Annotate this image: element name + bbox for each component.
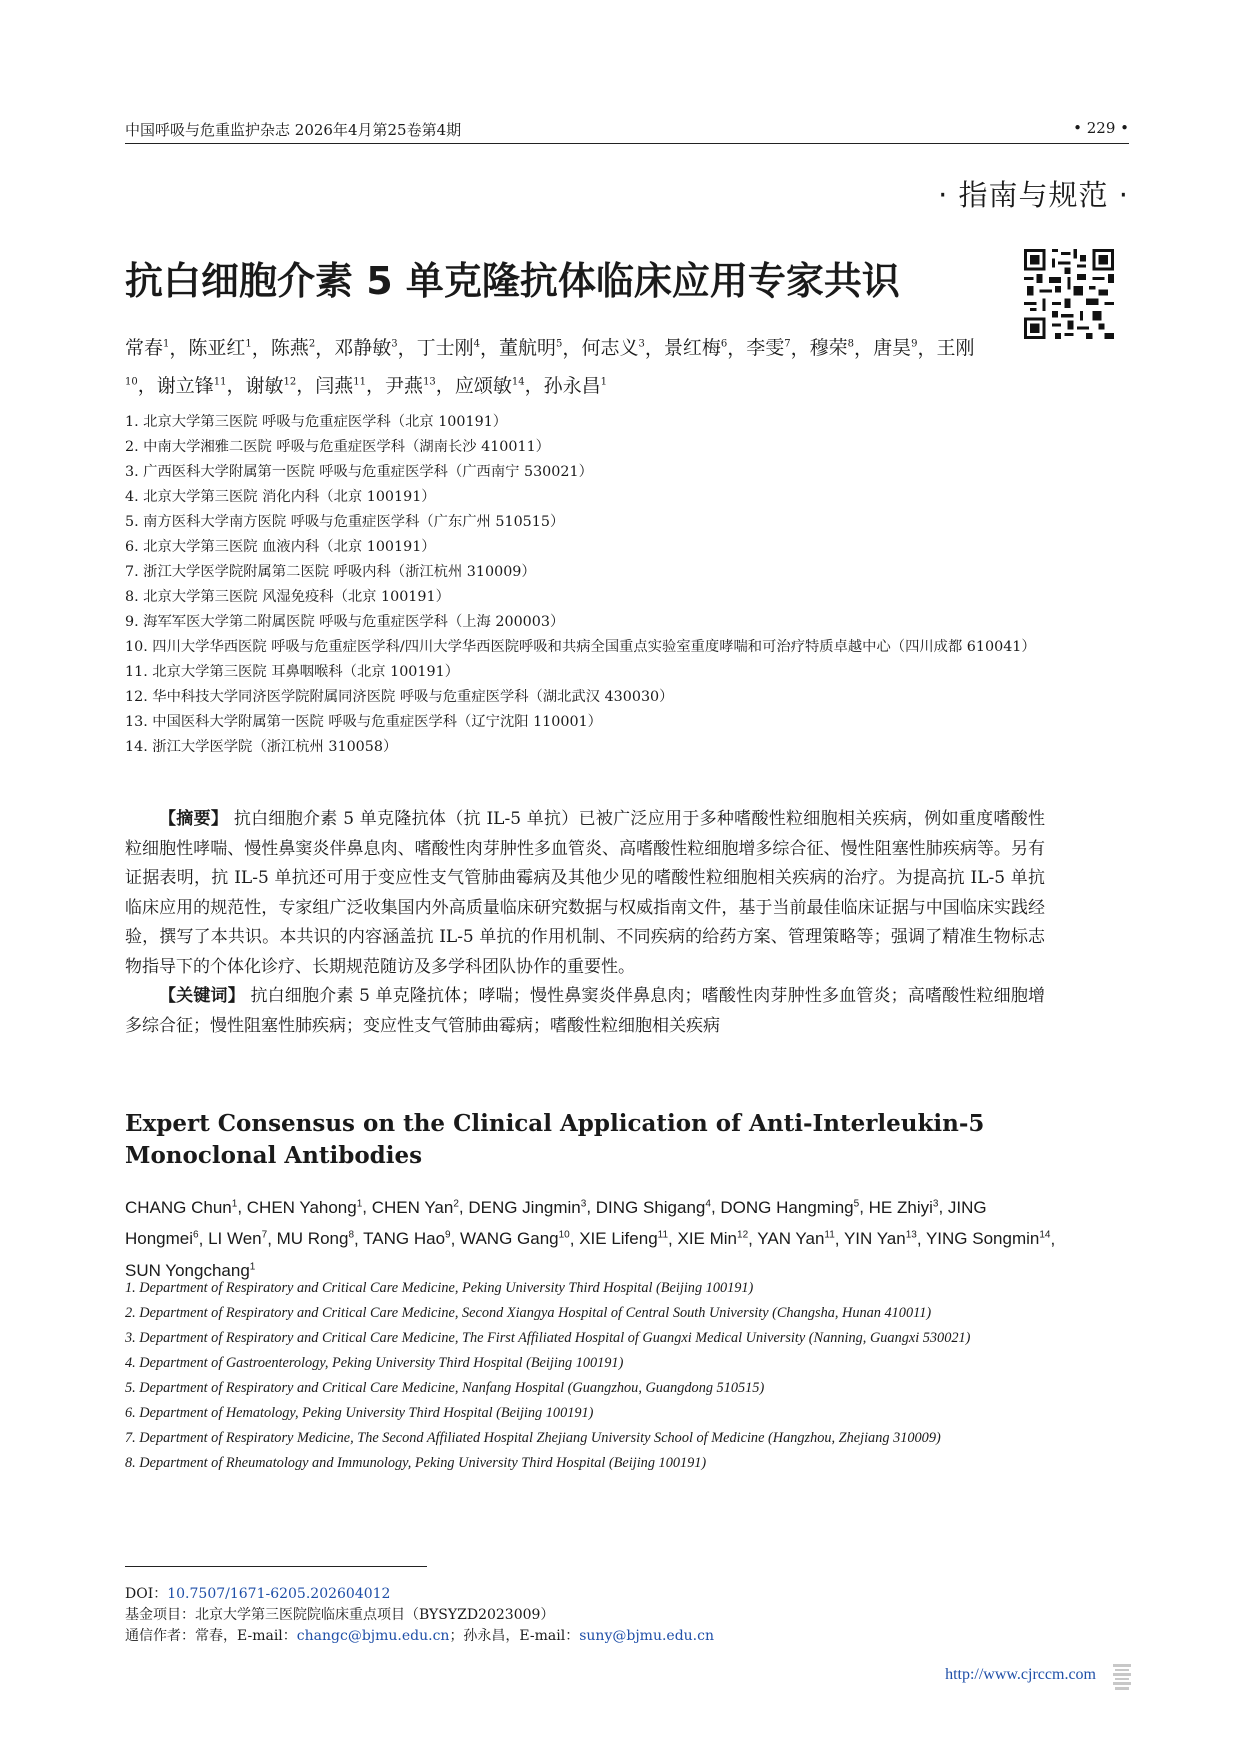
title-english: Expert Consensus on the Clinical Application of Anti-Interleukin-5 Monoclonal Antibodies (125, 1110, 985, 1169)
author-affiliation-number: 1 (600, 376, 607, 388)
author (385, 375, 436, 397)
qr-code-icon (1024, 249, 1114, 339)
author-name: DONG Hangming (720, 1197, 854, 1217)
author-affiliation-number: 4 (705, 1198, 711, 1209)
abstract-paragraph (125, 805, 1045, 982)
affiliation-item: 5. 南方医科大学南方医院 呼吸与危重症医学科（广东广州 510515） (125, 514, 565, 530)
author-affiliation-number: 1 (249, 1261, 256, 1273)
author-affiliation-number: 3 (391, 339, 398, 350)
author-affiliation-number: 11 (824, 1229, 835, 1241)
corresponding-line (125, 1626, 714, 1647)
author-name: 孙永昌 (543, 374, 601, 397)
author-name: CHEN Yan (371, 1197, 454, 1217)
doi-line (125, 1584, 714, 1605)
author (810, 337, 854, 359)
author-name: WANG Gang (460, 1229, 559, 1249)
affiliation-item: 12. 华中科技大学同济医学院附属同济医院 呼吸与危重症医学科（湖北武汉 430030） (125, 689, 674, 705)
author-affiliation-number: 9 (445, 1229, 451, 1241)
author-name: 谢立锋 (156, 374, 214, 397)
affiliation-item: 2. Department of Respiratory and Critical Care Medicine, Second Xiangya Hospital of Central South University (Changsha, Hunan 410011) (125, 1305, 932, 1321)
author (746, 337, 790, 359)
author-name: HE Zhiyi (868, 1197, 933, 1217)
author-name: JING Hongmei (125, 1197, 987, 1249)
author-affiliation-number: 11 (657, 1229, 669, 1241)
keywords-label: 【关键词】 (159, 986, 245, 1006)
author (544, 375, 607, 397)
doi-label: DOI： (125, 1586, 168, 1602)
author-affiliation-number: 2 (308, 339, 316, 350)
abstract-block (125, 805, 1045, 1041)
footnote-rule (125, 1566, 427, 1567)
author-affiliation-number: 10 (558, 1229, 570, 1241)
affiliation-item: 1. Department of Respiratory and Critical Care Medicine, Peking University Third Hospital (Beijing 100191) (125, 1280, 754, 1296)
author-name: DING Shigang (595, 1197, 706, 1217)
author-affiliation-number: 4 (473, 339, 481, 350)
author (315, 375, 366, 397)
author (417, 337, 480, 359)
author-name: 景红梅 (663, 337, 721, 360)
author (869, 1198, 939, 1217)
corr-mid: ；孙永昌，E-mail： (449, 1628, 580, 1644)
author-affiliation-number: 11 (213, 376, 227, 388)
author-affiliation-number: 9 (911, 339, 918, 350)
author-name: 何志义 (581, 337, 639, 360)
affiliation-item: 4. Department of Gastroenterology, Peking University Third Hospital (Beijing 100191) (125, 1355, 624, 1371)
footnotes (125, 1584, 714, 1647)
section-label: · 指南与规范 · (938, 178, 1129, 212)
journal-header: 中国呼吸与危重监护杂志 2026年4月第25卷第4期 (125, 121, 462, 139)
author-name: 陈亚红 (188, 337, 246, 360)
author-name: 邓静敏 (334, 337, 392, 360)
author-name: 董航明 (499, 337, 557, 360)
author-affiliation-number: 1 (163, 339, 170, 350)
authors-chinese: 常春$^1$，陈亚红$^1$，陈燕$^2$，邓静敏$^3$，丁士刚$^4$，董航明$^5$，何志义$^3$，景红梅$^6$，李雯$^7$，穆荣$^8$，唐昊$^9$，王刚$^{10}$，谢立锋$^{11}$，谢敏$^{12}$，闫燕$^{11}$，尹燕$^{13}$，应颂敏$^{14}$，孙永昌$^1$ (125, 337, 975, 397)
author (499, 337, 562, 359)
affiliation-item: 11. 北京大学第三医院 耳鼻咽喉科（北京 100191） (125, 664, 459, 680)
author (125, 1198, 237, 1217)
author (157, 375, 227, 397)
author-name: 王刚 (936, 337, 975, 360)
author-affiliation-number: 13 (905, 1229, 917, 1241)
author (579, 1229, 668, 1248)
author (757, 1229, 835, 1248)
affiliation-item: 3. 广西医科大学附属第一医院 呼吸与危重症医学科（广西南宁 530021） (125, 464, 593, 480)
affiliation-item: 6. 北京大学第三医院 血液内科（北京 100191） (125, 539, 436, 555)
author-affiliation-number: 10 (125, 376, 138, 388)
author-name: 应颂敏 (454, 374, 512, 397)
author (188, 337, 251, 359)
author-affiliation-number: 12 (283, 376, 297, 388)
author-affiliation-number: 13 (423, 376, 436, 388)
author (247, 1198, 363, 1217)
author-name: YAN Yan (757, 1229, 825, 1249)
author (664, 337, 727, 359)
journal-url-link[interactable]: http://www.cjrccm.com (945, 1666, 1096, 1683)
author-name: 尹燕 (385, 374, 424, 397)
author (873, 337, 917, 359)
author-name: TANG Hao (363, 1229, 446, 1249)
author (455, 375, 525, 397)
author-name: SUN Yongchang (125, 1260, 250, 1280)
author-name: CHEN Yahong (246, 1197, 357, 1217)
affiliation-item: 9. 海军军医大学第二附属医院 呼吸与危重症医学科（上海 200003） (125, 614, 565, 630)
authors-english: CHANG Chun$^1$, CHEN Yahong$^1$, CHEN Yan$^2$, DENG Jingmin$^3$, DING Shigang$^4$, DONG Hangming$^5$, HE Zhiyi$^3$, JING Hongmei$^6$, LI Wen$^7$, MU Rong$^8$, TANG Hao$^9$, WANG Gang$^{10}$, XIE Lifeng$^{11}$, XIE Min$^{12}$, YAN Yan$^{11}$, YIN Yan$^{13}$, YING Songmin$^{14}$, SUN Yongchang$^1$ (125, 1197, 1056, 1280)
affiliation-item: 13. 中国医科大学附属第一医院 呼吸与危重症医学科（辽宁沈阳 110001） (125, 714, 602, 730)
author-affiliation-number: 8 (847, 339, 855, 350)
author-affiliation-number: 2 (453, 1198, 459, 1209)
author (246, 375, 297, 397)
author-affiliation-number: 5 (556, 339, 563, 350)
email-link-2[interactable]: suny@bjmu.edu.cn (579, 1628, 714, 1644)
author-affiliation-number: 3 (638, 339, 645, 350)
author-affiliation-number: 1 (231, 1198, 238, 1209)
author-name: 李雯 (746, 337, 785, 360)
affiliation-item: 7. Department of Respiratory Medicine, The Second Affiliated Hospital Zhejiang University School of Medicine (Hangzhou, Zhejiang 310009) (125, 1430, 941, 1446)
author-affiliation-number: 14 (511, 376, 525, 388)
abstract-label: 【摘要】 (159, 809, 229, 829)
author-name: LI Wen (208, 1229, 262, 1249)
page-number: • 229 • (1073, 119, 1129, 137)
author-name: DENG Jingmin (468, 1197, 581, 1217)
header-rule (125, 143, 1129, 144)
author (596, 1198, 711, 1217)
author-affiliation-number: 12 (737, 1229, 749, 1241)
affiliation-item: 7. 浙江大学医学院附属第二医院 呼吸内科（浙江杭州 310009） (125, 564, 536, 580)
author-name: YIN Yan (843, 1229, 906, 1249)
author-name: 唐昊 (873, 337, 912, 360)
author (468, 1198, 586, 1217)
affiliation-item: 8. 北京大学第三医院 风湿免疫科（北京 100191） (125, 589, 450, 605)
author (271, 337, 315, 359)
author-name: MU Rong (276, 1229, 349, 1249)
author (334, 337, 397, 359)
keywords-text: 抗白细胞介素 5 单克隆抗体；哮喘；慢性鼻窦炎伴鼻息肉；嗜酸性肉芽肿性多血管炎；高嗜酸性粒细胞增多综合征；慢性阻塞性肺疾病；变应性支气管肺曲霉病；嗜酸性粒细胞相关疾病 (125, 986, 1046, 1036)
title-chinese: 抗白细胞介素 5 单克隆抗体临床应用专家共识 (125, 259, 900, 303)
author-affiliation-number: 7 (784, 339, 791, 350)
affiliation-item: 8. Department of Rheumatology and Immunology, Peking University Third Hospital (Beijing 100191) (125, 1455, 707, 1471)
abstract-text: 抗白细胞介素 5 单克隆抗体（抗 IL-5 单抗）已被广泛应用于多种嗜酸性粒细胞相关疾病，例如重度嗜酸性粒细胞性哮喘、慢性鼻窦炎伴鼻息肉、嗜酸性肉芽肿性多血管炎、高嗜酸性粒细胞增多综合征、慢性阻塞性肺疾病等。另有证据表明，抗 IL-5 单抗还可用于变应性支气管肺曲霉病及其他少见的嗜酸性粒细胞相关疾病的治疗。为提高抗 IL-5 单抗临床应用的规范性，专家组广泛收集国内外高质量临床研究数据与权威指南文件，基于当前最佳临床证据与中国临床实践经验，撰写了本共识。本共识的内容涵盖抗 IL-5 单抗的作用机制、不同疾病的给药方案、管理策略等；强调了精准生物标志物指导下的个体化诊疗、长期规范随访及多学科团队协作的重要性。 (125, 809, 1046, 977)
keywords-paragraph (125, 982, 1045, 1041)
corr-prefix: 通信作者：常春，E-mail： (125, 1628, 297, 1644)
author-affiliation-number: 14 (1039, 1229, 1051, 1241)
author (678, 1229, 749, 1248)
author-affiliation-number: 6 (720, 339, 728, 350)
author-affiliation-number: 6 (193, 1229, 199, 1241)
affiliations-english (125, 1276, 1045, 1476)
affiliation-item: 10. 四川大学华西医院 呼吸与危重症医学科/四川大学华西医院呼吸和共病全国重点实验室重度哮喘和可治疗特质卓越中心（四川成都 610041） (125, 639, 1036, 655)
affiliation-item: 1. 北京大学第三医院 呼吸与危重症医学科（北京 100191） (125, 414, 508, 430)
email-link-1[interactable]: changc@bjmu.edu.cn (296, 1628, 450, 1644)
author-affiliation-number: 8 (348, 1229, 355, 1241)
author-name: 陈燕 (270, 337, 309, 360)
author-affiliation-number: 5 (853, 1198, 860, 1209)
author-name: CHANG Chun (125, 1197, 232, 1217)
affiliation-item: 2. 中南大学湘雅二医院 呼吸与危重症医学科（湖南长沙 410011） (125, 439, 550, 455)
affiliation-item: 5. Department of Respiratory and Critical Care Medicine, Nanfang Hospital (Guangzhou, Guangdong 510515) (125, 1380, 765, 1396)
author-affiliation-number: 1 (356, 1198, 363, 1209)
author-name: 常春 (125, 337, 164, 360)
author-affiliation-number: 3 (932, 1198, 939, 1209)
author (844, 1229, 917, 1248)
author-affiliation-number: 3 (580, 1198, 587, 1209)
affiliation-item: 14. 浙江大学医学院（浙江杭州 310058） (125, 739, 398, 755)
author (277, 1229, 354, 1248)
author (363, 1229, 450, 1248)
fund-line: 基金项目：北京大学第三医院院临床重点项目（BYSYZD2023009） (125, 1607, 555, 1623)
affiliation-item: 4. 北京大学第三医院 消化内科（北京 100191） (125, 489, 436, 505)
affiliation-item: 6. Department of Hematology, Peking University Third Hospital (Beijing 100191) (125, 1405, 594, 1421)
author-name: 谢敏 (245, 374, 284, 397)
journal-logo-icon (1113, 1663, 1131, 1691)
author-affiliation-number: 1 (245, 339, 252, 350)
author (208, 1229, 267, 1248)
affiliations-chinese (125, 410, 1045, 760)
author-name: 穆荣 (809, 337, 848, 360)
author (372, 1198, 459, 1217)
author (125, 337, 169, 359)
author-name: YING Songmin (925, 1229, 1040, 1249)
author (926, 1229, 1051, 1248)
author-affiliation-number: 11 (353, 376, 367, 388)
author (460, 1229, 570, 1248)
affiliation-item: 3. Department of Respiratory and Critical Care Medicine, The First Affiliated Hospital of Guangxi Medical University (Nanning, Guangxi 530021) (125, 1330, 971, 1346)
author-name: XIE Min (677, 1229, 738, 1249)
author-name: 闫燕 (315, 374, 354, 397)
author (720, 1198, 859, 1217)
author-affiliation-number: 7 (261, 1229, 268, 1241)
author-name: 丁士刚 (416, 337, 474, 360)
author-name: XIE Lifeng (579, 1229, 658, 1249)
author (581, 337, 644, 359)
doi-link[interactable]: 10.7507/1671-6205.202604012 (167, 1586, 391, 1602)
